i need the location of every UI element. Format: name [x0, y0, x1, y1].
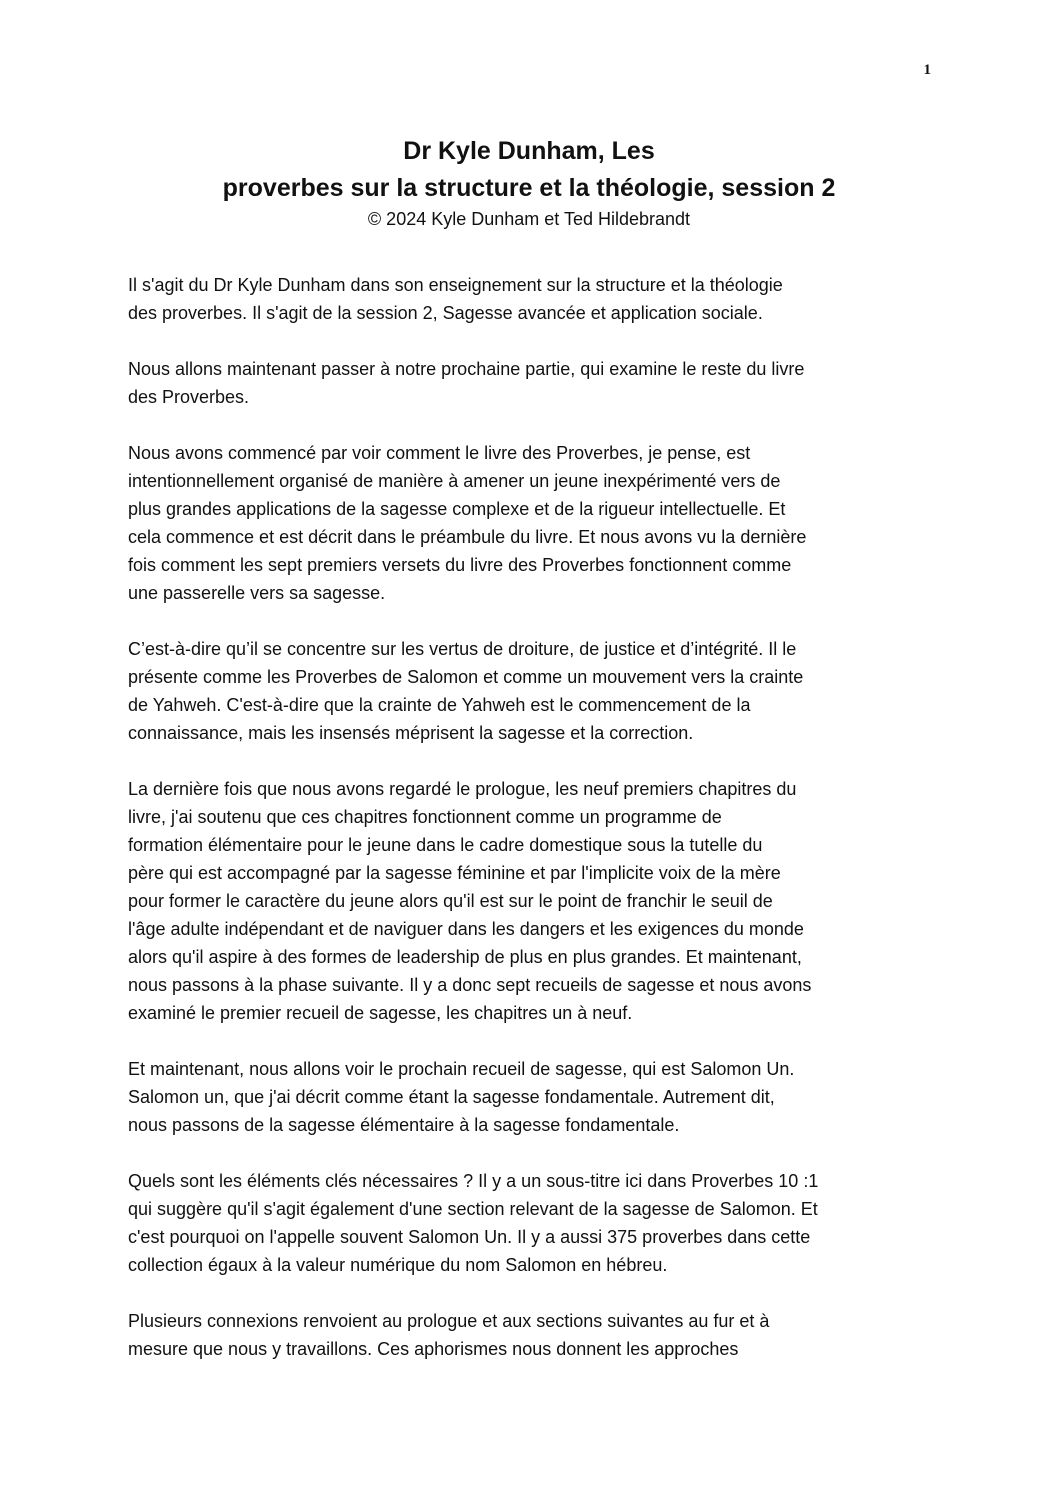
text-line: présente comme les Proverbes de Salomon et comme un mouvement vers la crainte	[128, 667, 804, 687]
text-line: Il s'agit du Dr Kyle Dunham dans son enseignement sur la structure et la théologie	[128, 275, 783, 295]
text-line: formation élémentaire pour le jeune dans le cadre domestique sous la tutelle du	[128, 835, 763, 855]
text-line: Plusieurs connexions renvoient au prologue et aux sections suivantes au fur et à	[128, 1311, 770, 1331]
text-line: qui suggère qu'il s'agit également d'une section relevant de la sagesse de Salomon. Et	[128, 1199, 818, 1219]
title-line: Dr Kyle Dunham, Les	[403, 137, 655, 165]
document-title	[0, 133, 1058, 207]
text-line: des Proverbes.	[128, 387, 250, 407]
text-line: Et maintenant, nous allons voir le prochain recueil de sagesse, qui est Salomon Un.	[128, 1059, 795, 1079]
text-line: collection égaux à la valeur numérique du nom Salomon en hébreu.	[128, 1255, 668, 1275]
text-line: intentionnellement organisé de manière à amener un jeune inexpérimenté vers de	[128, 471, 781, 491]
copyright-notice: © 2024 Kyle Dunham et Ted Hildebrandt	[367, 209, 691, 229]
text-line: La dernière fois que nous avons regardé le prologue, les neuf premiers chapitres du	[128, 779, 797, 799]
text-line: plus grandes applications de la sagesse complexe et de la rigueur intellectuelle. Et	[128, 499, 786, 519]
text-line: Nous avons commencé par voir comment le livre des Proverbes, je pense, est	[128, 443, 751, 463]
text-line: Quels sont les éléments clés nécessaires ? Il y a un sous-titre ici dans Proverbes 10 :1	[128, 1171, 819, 1191]
text-line: Salomon un, que j'ai décrit comme étant la sagesse fondamentale. Autrement dit,	[128, 1087, 775, 1107]
text-line: Nous allons maintenant passer à notre prochaine partie, qui examine le reste du livre	[128, 359, 805, 379]
text-line: connaissance, mais les insensés méprisent la sagesse et la correction.	[128, 723, 694, 743]
text-line: père qui est accompagné par la sagesse féminine et par l'implicite voix de la mère	[128, 863, 781, 883]
text-line: des proverbes. Il s'agit de la session 2, Sagesse avancée et application sociale.	[128, 303, 763, 323]
text-line: cela commence et est décrit dans le préambule du livre. Et nous avons vu la dernière	[128, 527, 807, 547]
paragraph	[128, 439, 938, 607]
text-line: C’est-à-dire qu’il se concentre sur les vertus de droiture, de justice et d’intégrité. Il le	[128, 639, 797, 659]
text-line: c'est pourquoi on l'appelle souvent Salomon Un. Il y a aussi 375 proverbes dans cette	[128, 1227, 811, 1247]
text-line: une passerelle vers sa sagesse.	[128, 583, 386, 603]
paragraph	[128, 635, 938, 747]
text-line: nous passons de la sagesse élémentaire à la sagesse fondamentale.	[128, 1115, 680, 1135]
paragraph	[128, 1055, 938, 1139]
text-line: nous passons à la phase suivante. Il y a donc sept recueils de sagesse et nous avons	[128, 975, 812, 995]
text-line: l'âge adulte indépendant et de naviguer dans les dangers et les exigences du monde	[128, 919, 804, 939]
paragraph	[128, 271, 938, 327]
paragraph	[128, 775, 938, 1027]
paragraph	[128, 355, 938, 411]
page-number: 1	[923, 62, 931, 78]
text-line: mesure que nous y travaillons. Ces aphorismes nous donnent les approches	[128, 1339, 739, 1359]
paragraph	[128, 1307, 938, 1363]
text-line: de Yahweh. C'est-à-dire que la crainte de Yahweh est le commencement de la	[128, 695, 751, 715]
title-line: proverbes sur la structure et la théologie, session 2	[222, 174, 836, 202]
text-line: livre, j'ai soutenu que ces chapitres fonctionnent comme un programme de	[128, 807, 722, 827]
text-line: examiné le premier recueil de sagesse, les chapitres un à neuf.	[128, 1003, 633, 1023]
paragraph	[128, 1167, 938, 1279]
text-line: fois comment les sept premiers versets du livre des Proverbes fonctionnent comme	[128, 555, 792, 575]
text-line: alors qu'il aspire à des formes de leadership de plus en plus grandes. Et maintenant,	[128, 947, 802, 967]
text-line: pour former le caractère du jeune alors qu'il est sur le point de franchir le seuil de	[128, 891, 773, 911]
document-header	[0, 133, 1058, 231]
document-body	[128, 271, 938, 1391]
